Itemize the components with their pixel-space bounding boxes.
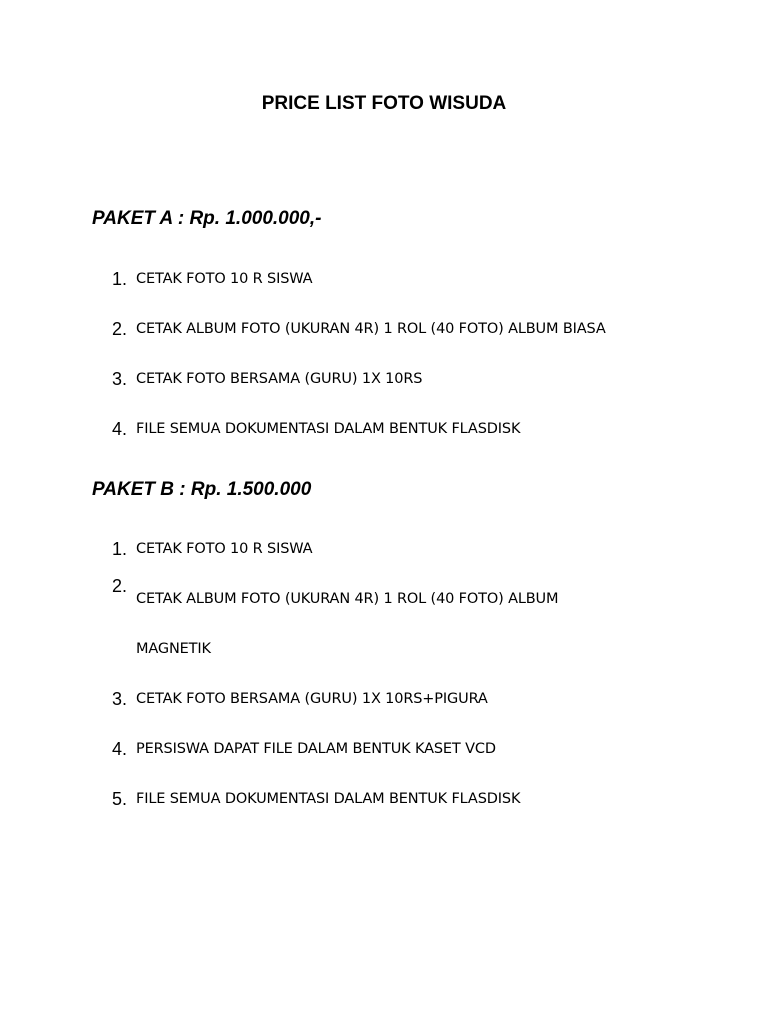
document-title: PRICE LIST FOTO WISUDA (261, 93, 507, 114)
list-item-number: 4. (112, 419, 128, 439)
list-item-text: CETAK FOTO 10 R SISWA (136, 541, 313, 557)
package-b-heading: PAKET B : Rp. 1.500.000 (92, 479, 312, 500)
list-item-text: CETAK FOTO BERSAMA (GURU) 1X 10RS+PIGURA (136, 691, 488, 707)
list-item-number: 3. (112, 369, 128, 389)
list-item-number: 4. (112, 739, 128, 759)
list-item (0, 737, 736, 761)
list-item-number: 3. (112, 689, 128, 709)
package-b-list (0, 537, 736, 837)
list-item-text: CETAK FOTO 10 R SISWA (136, 271, 313, 287)
list-item-text: CETAK ALBUM FOTO (UKURAN 4R) 1 ROL (40 FOTO) ALBUM MAGNETIK (136, 591, 559, 657)
list-item-text: CETAK ALBUM FOTO (UKURAN 4R) 1 ROL (40 FOTO) ALBUM BIASA (136, 321, 606, 337)
list-item-number: 2. (112, 576, 128, 596)
list-item (0, 267, 736, 291)
package-a-heading: PAKET A : Rp. 1.000.000,- (92, 208, 322, 229)
list-item (0, 367, 736, 391)
list-item (0, 787, 736, 811)
list-item (0, 574, 736, 674)
list-item-number: 2. (112, 319, 128, 339)
list-item-text: FILE SEMUA DOKUMENTASI DALAM BENTUK FLASDISK (136, 421, 521, 437)
list-item-text: CETAK FOTO BERSAMA (GURU) 1X 10RS (136, 371, 423, 387)
package-a-list (0, 267, 736, 467)
list-item-text: PERSISWA DAPAT FILE DALAM BENTUK KASET VCD (136, 741, 496, 757)
list-item (0, 687, 736, 711)
list-item-text: FILE SEMUA DOKUMENTASI DALAM BENTUK FLASDISK (136, 791, 521, 807)
list-item (0, 537, 736, 561)
list-item-number: 1. (112, 269, 128, 289)
list-item (0, 317, 736, 341)
list-item-number: 1. (112, 539, 128, 559)
list-item-number: 5. (112, 789, 128, 809)
list-item (0, 417, 736, 441)
